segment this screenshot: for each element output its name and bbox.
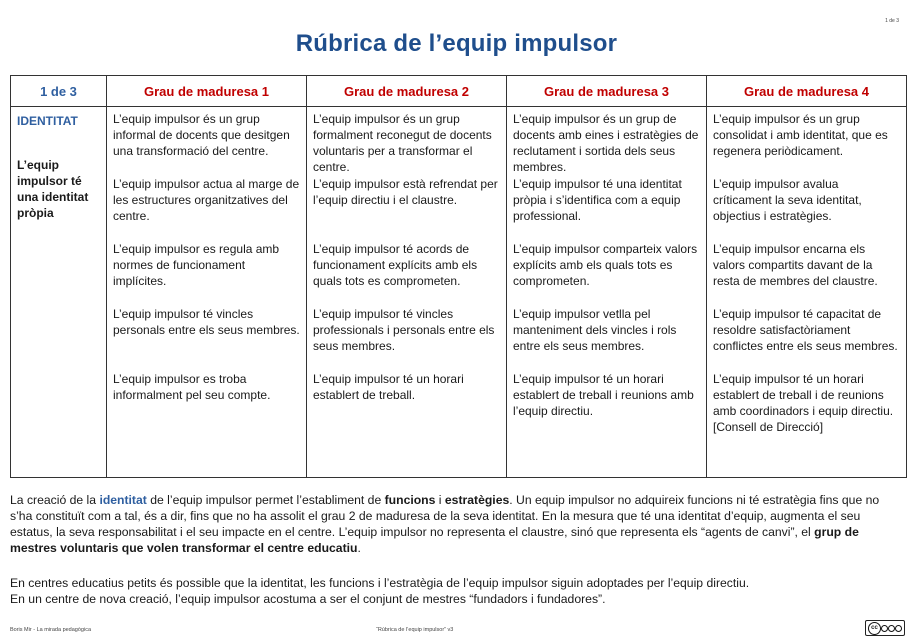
level-header-2: Grau de maduresa 2: [307, 76, 507, 107]
footer-author: Boris Mir - La mirada pedagògica: [10, 627, 92, 633]
level-header-1: Grau de maduresa 1: [107, 76, 307, 107]
paragraph-text: de l’equip impulsor permet l’establiment de: [146, 493, 385, 507]
paragraph-text: . Un equip impulsor no adquireix funcions ni té estratègia fins que no s’ha constituït com a tal, és a dir, fins que no ha assolit el grau 2 de maduresa de la seva identitat. En la mesura que té una identitat d’equip, augmenta el seu estatus, la seva responsabilitat i el seu impacte en el centre. L’equip impulsor no representa el claustre, sinó que representa els “agents de canvi”, el: [10, 493, 880, 539]
nc-icon: [888, 625, 895, 632]
notes-paragraph: [10, 575, 903, 607]
rubric-item: L’equip impulsor té un horari establert de treball i de reunions amb coordinadors i equip directiu. [Consell de Direcció]: [713, 372, 894, 434]
table-corner-page: 1 de 3: [11, 76, 107, 107]
rubric-item: L’equip impulsor comparteix valors explícits amb els quals tots es comprometen.: [513, 242, 698, 288]
rubric-item: L’equip impulsor és un grup formalment reconegut de docents voluntaris per a transformar el centre.: [313, 112, 492, 174]
bold-estrategies: estratègies: [444, 493, 510, 507]
rubric-item: L’equip impulsor és un grup informal de docents que desitgen una transformació del centre.: [113, 112, 290, 158]
explanation-paragraph: [10, 492, 903, 556]
cc-icon: cc: [868, 622, 881, 635]
rubric-item: L’equip impulsor té un horari establert de treball.: [313, 372, 464, 402]
category-description: L’equip impulsor té una identitat pròpia: [17, 158, 89, 220]
highlight-identitat: identitat: [99, 493, 147, 507]
rubric-item: L’equip impulsor té un horari establert de treball i reunions amb l’equip directiu.: [513, 372, 694, 418]
category-cell: [11, 107, 107, 478]
rubric-item: L’equip impulsor és un grup de docents amb eines i estratègies de reclutament i sortida dels seus membres.: [513, 112, 699, 174]
rubric-item: L’equip impulsor té vincles personals entre els seus membres.: [113, 307, 300, 337]
note-line: En centres educatius petits és possible que la identitat, les funcions i l’estratègia de l’equip impulsor siguin adoptades per l’equip directiu.: [10, 576, 750, 590]
sa-icon: [895, 625, 902, 632]
rubric-item: L’equip impulsor és un grup consolidat i amb identitat, que es regenera periòdicament.: [713, 112, 888, 158]
paragraph-text: .: [357, 541, 361, 555]
bold-funcions: funcions: [384, 493, 436, 507]
table-body-row: [11, 107, 907, 478]
rubric-item: L’equip impulsor té vincles professionals i personals entre els seus membres.: [313, 307, 495, 353]
rubric-item: L’equip impulsor avalua críticament la seva identitat, objectius i estratègies.: [713, 177, 862, 223]
level-header-4: Grau de maduresa 4: [707, 76, 907, 107]
paragraph-text: La creació de la: [10, 493, 100, 507]
rubric-item: L’equip impulsor es regula amb normes de funcionament implícites.: [113, 242, 280, 288]
table-header-row: [11, 76, 907, 107]
category-label: IDENTITAT: [17, 114, 78, 128]
level-header-3: Grau de maduresa 3: [507, 76, 707, 107]
rubric-item: L’equip impulsor està refrendat per l’equip directiu i el claustre.: [313, 177, 498, 207]
cc-license-badge: [865, 620, 905, 636]
rubric-table: [10, 75, 907, 478]
level-2-column: [307, 107, 507, 478]
page-title: Rúbrica de l’equip impulsor: [295, 30, 618, 57]
rubric-item: L’equip impulsor es troba informalment pel seu compte.: [113, 372, 271, 402]
rubric-item: L’equip impulsor té una identitat pròpia i s’identifica com a equip professional.: [513, 177, 682, 223]
level-1-column: [107, 107, 307, 478]
by-icon: [881, 625, 888, 632]
bold-grup-mestres: grup de mestres voluntaris que volen transformar el centre educatiu: [10, 525, 859, 555]
level-3-column: [507, 107, 707, 478]
rubric-item: L’equip impulsor té capacitat de resoldre satisfactòriament conflictes entre els seus membres.: [713, 307, 898, 353]
page-indicator: 1 de 3: [885, 18, 899, 24]
rubric-item: L’equip impulsor encarna els valors compartits davant de la resta de membres del claustre.: [713, 242, 878, 288]
note-line: En un centre de nova creació, l’equip impulsor acostuma a ser el conjunt de mestres “fundadors i fundadores”.: [10, 592, 606, 606]
rubric-item: L’equip impulsor té acords de funcionament explícits amb els quals tots es comprometen.: [313, 242, 478, 288]
level-4-column: [707, 107, 907, 478]
paragraph-text: i: [435, 493, 445, 507]
rubric-item: L’equip impulsor vetlla pel manteniment dels vincles i rols entre els seus membres.: [513, 307, 677, 353]
rubric-item: L’equip impulsor actua al marge de les estructures organitzatives del centre.: [113, 177, 300, 223]
footer-document-title: “Rúbrica de l’equip impulsor” v3: [376, 627, 454, 633]
